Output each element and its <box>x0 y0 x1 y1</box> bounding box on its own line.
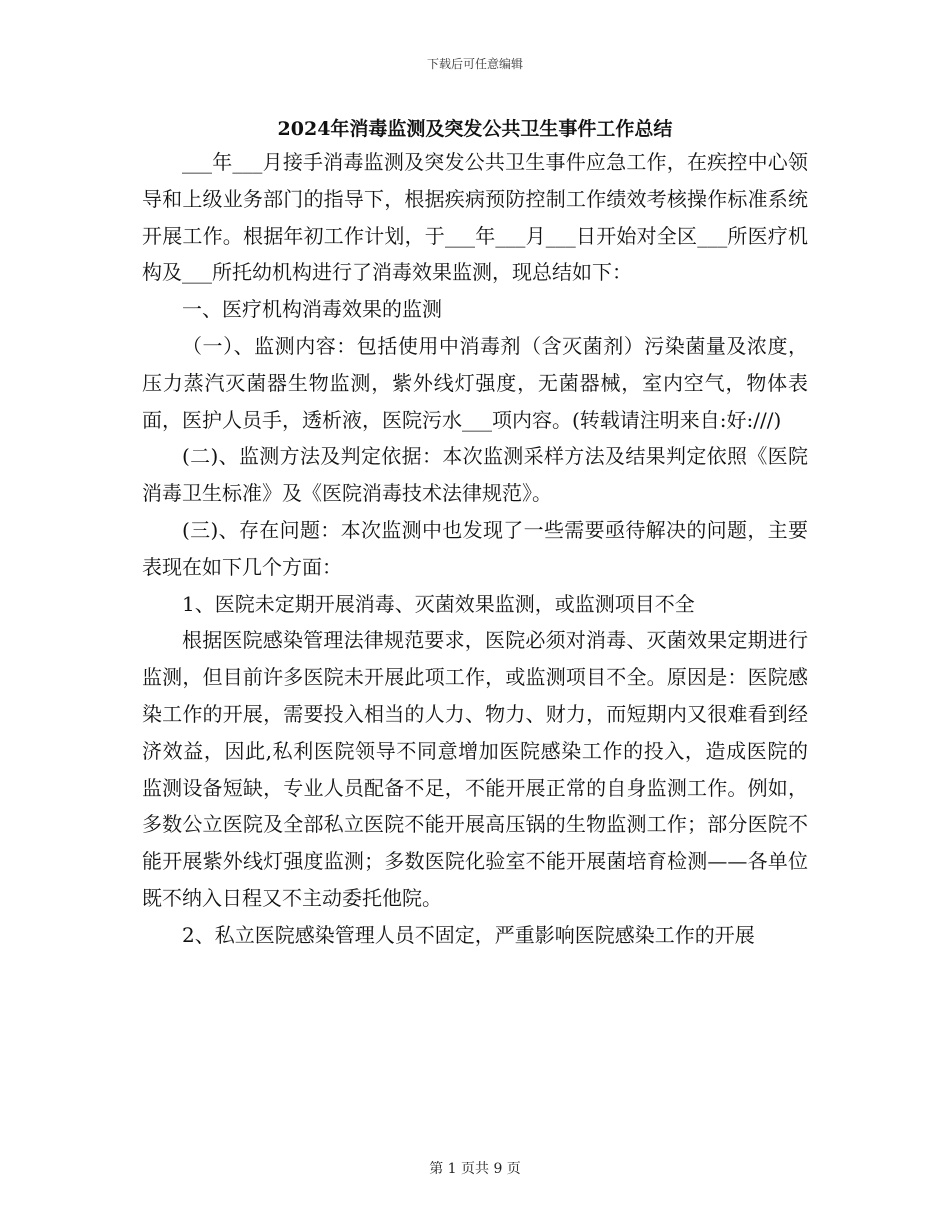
paragraph-monitoring-content: （一）、监测内容：包括使用中消毒剂（含灭菌剂）污染菌量及浓度，压力蒸汽灭菌器生物监测，紫外线灯强度，无菌器械，室内空气，物体表面，医护人员手，透析液，医院污水___项内容。(转载请注明来自:好:///) <box>142 333 808 432</box>
paragraph-existing-problems: (三)、存在问题：本次监测中也发现了一些需要亟待解决的问题，主要表现在如下几个方面： <box>142 517 808 579</box>
paragraph-monitoring-method: (二)、监测方法及判定依据：本次监测采样方法及结果判定依照《医院消毒卫生标准》及《医院消毒技术法律规范》。 <box>142 444 808 506</box>
document-title: 2024年消毒监测及突发公共卫生事件工作总结 <box>277 118 673 140</box>
paragraph-problem-1-detail: 根据医院感染管理法律规范要求，医院必须对消毒、灭菌效果定期进行监测，但目前许多医院未开展此项工作，或监测项目不全。原因是：医院感染工作的开展，需要投入相当的人力、物力、财力，而短期内又很难看到经济效益，因此,私利医院领导不同意增加医院感染工作的投入，造成医院的监测设备短缺，专业人员配备不足，不能开展正常的自身监测工作。例如，多数公立医院及全部私立医院不能开展高压锅的生物监测工作；部分医院不能开展紫外线灯强度监测；多数医院化验室不能开展菌培育检测——各单位既不纳入日程又不主动委托他院。 <box>142 628 808 910</box>
paragraph-problem-1-heading: 1、医院未定期开展消毒、灭菌效果监测，或监测项目不全 <box>182 591 695 616</box>
page-header-note: 下载后可任意编辑 <box>426 57 523 71</box>
paragraph-section-heading-1: 一、医疗机构消毒效果的监测 <box>182 297 442 322</box>
document-body <box>142 144 808 954</box>
paragraph-problem-2-heading: 2、私立医院感染管理人员不固定，严重影响医院感染工作的开展 <box>182 922 755 947</box>
paragraph-intro: ___年___月接手消毒监测及突发公共卫生事件应急工作，在疾控中心领导和上级业务部门的指导下，根据疾病预防控制工作绩效考核操作标准系统开展工作。根据年初工作计划，于___年___月___日开始对全区___所医疗机构及___所托幼机构进行了消毒效果监测，现总结如下： <box>142 150 808 285</box>
page-number-footer: 第 1 页共 9 页 <box>429 1161 521 1177</box>
